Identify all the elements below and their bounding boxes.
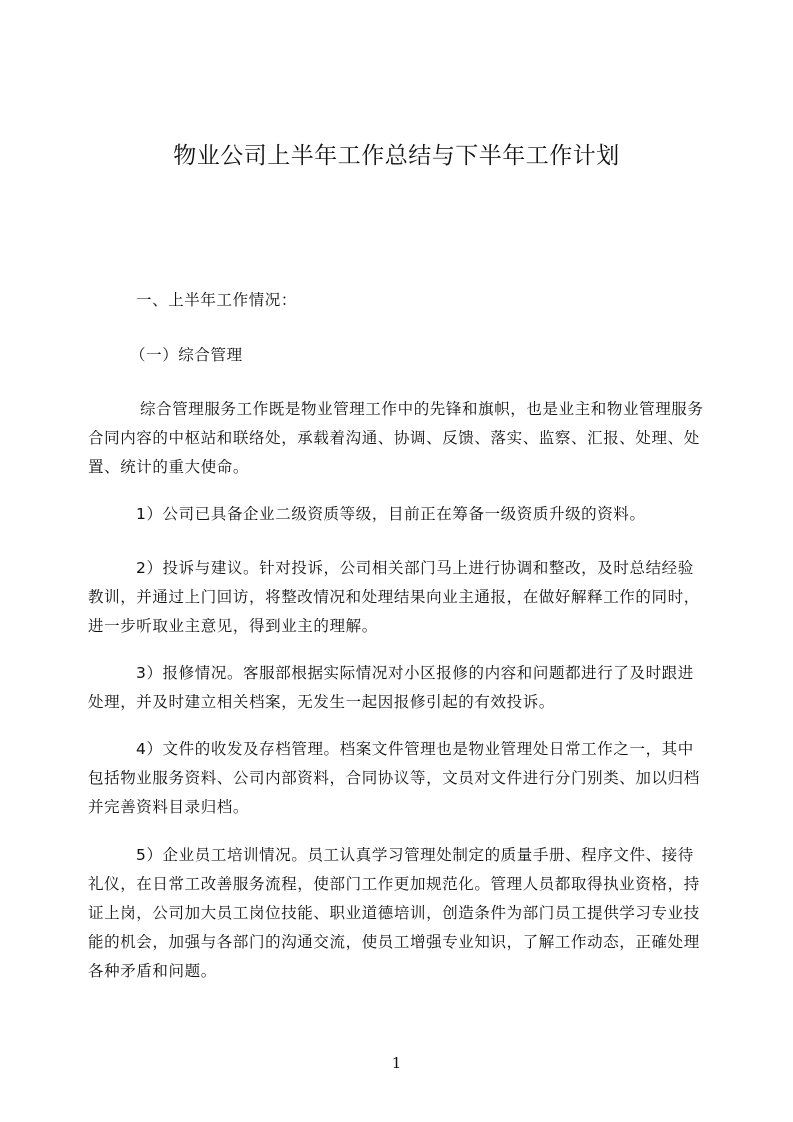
list-item: 1）公司已具备企业二级资质等级，目前正在筹备一级资质升级的资料。	[136, 505, 646, 523]
subsection-heading: （一）综合管理	[130, 346, 243, 364]
page-number: 1	[391, 1054, 402, 1072]
intro-paragraph: 综合管理服务工作既是物业管理工作中的先锋和旗帜，也是业主和物业管理服务合同内容的中枢站和联络处，承载着沟通、协调、反馈、落实、监察、汇报、处理、处置、统计的重大使命。	[88, 400, 704, 476]
section-heading: 一、上半年工作情况：	[136, 291, 298, 309]
document-title: 物业公司上半年工作总结与下半年工作计划	[173, 143, 620, 169]
list-item: 5）企业员工培训情况。员工认真学习管理处制定的质量手册、程序文件、接待礼仪，在日常工改善服务流程，使部门工作更加规范化。管理人员都取得执业资格，持证上岗，公司加大员工岗位技能、职业道德培训，创造条件为部门员工提供学习专业技能的机会，加强与各部门的沟通交流，使员工增强专业知识，了解工作动态，正確处理各种矛盾和问题。	[88, 846, 700, 980]
list-item: 4）文件的收发及存档管理。档案文件管理也是物业管理处日常工作之一，其中包括物业服务资料、公司内部资料，合同协议等，文员对文件进行分门别类、加以归档并完善资料目录归档。	[88, 740, 700, 816]
list-item: 3）报修情况。客服部根据实际情况对小区报修的内容和问题都进行了及时跟进处理，并及时建立相关档案，无发生一起因报修引起的有效投诉。	[88, 664, 694, 711]
list-item: 2）投诉与建议。针对投诉，公司相关部门马上进行协调和整改，及时总结经验教训，并通过上门回访，将整改情况和处理结果向业主通报，在做好解释工作的同时，进一步听取业主意见，得到业主的理解。	[88, 559, 700, 635]
